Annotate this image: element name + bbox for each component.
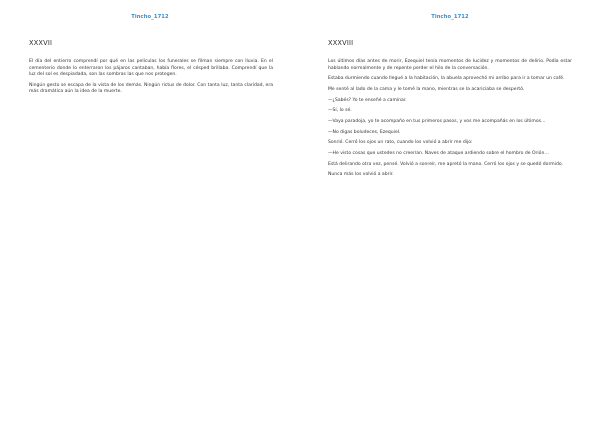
chapter-title: XXXVIII xyxy=(328,39,354,47)
paragraph: —He visto cosas que ustedes no creerían. Naves de ataque ardiendo sobre el hombro de Orión… xyxy=(328,151,549,156)
right-page[interactable] xyxy=(300,0,600,424)
paragraph: Los últimos días antes de morir, Ezequiel tenía momentos de lucidez y momentos de delirio. Podía estar hablando normalmente y de repente perder el hilo de la conversación. xyxy=(328,59,572,71)
paragraph: Sonrió. Cerró los ojos un rato, cuando los volvió a abrir me dijo: xyxy=(328,140,473,146)
page-header: Tincho_1712 xyxy=(131,14,169,20)
paragraph: Ningún gesto se escapa de la vista de los demás. Ningún rictus de dolor. Con tanta luz, tanta claridad, era más dramática aún la idea de la muerte. xyxy=(29,82,273,95)
paragraph: El día del entierro comprendí por qué en las películas los funerales se filman siempre con lluvia. En el cementerio donde lo enterraron los pájaros cantaban, había flores, el césped brillaba. Comprendí que la luz del sol es despiadada, son las sombras las que nos protegen. xyxy=(29,59,273,77)
paragraph: —¿Sabés? Yo te enseñé a caminar. xyxy=(328,97,407,103)
paragraph: —Sí, lo sé. xyxy=(328,108,352,114)
paragraph: Está delirando otra vez, pensé. Volvió a sonreír, me apretó la mano. Cerró los ojos y se quedó dormido. xyxy=(328,161,563,167)
page-body xyxy=(29,39,273,100)
page-body xyxy=(328,39,572,183)
paragraph: —Vaya paradoja, yo te acompaño en tus primeros pasos, y vos me acompañás en los últimos… xyxy=(328,118,546,124)
paragraph: Nunca más los volvió a abrir. xyxy=(328,172,394,178)
page-header: Tincho_1712 xyxy=(431,14,469,20)
paragraph: Estaba durmiendo cuando llegué a la habitación, la abuela aprovechó mi arribo para ir a tomar un café. xyxy=(328,76,565,82)
paragraph: —No digas boludeces, Ezequiel. xyxy=(328,129,401,135)
chapter-title: XXXVII xyxy=(29,39,53,47)
paragraph: Me senté al lado de la cama y le tomé la mano, mientras se la acariciaba se despertó. xyxy=(328,86,525,92)
